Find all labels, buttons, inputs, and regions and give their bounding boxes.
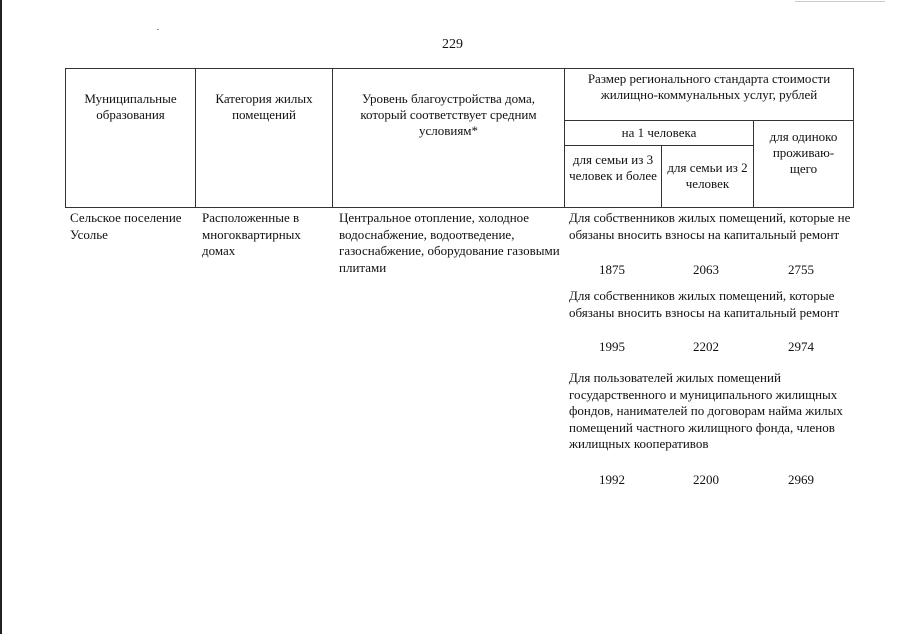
header-per-person [564,120,754,146]
row-municipality: Сельское поселение Усолье [70,210,182,242]
header-municipality-text: Муниципальные образования [84,91,177,122]
scan-speck [795,1,885,2]
group-1-family-2: 2063 [693,262,719,277]
row-category: Расположенные в многоквартирных домах [202,210,301,258]
header-standard-size [564,68,854,121]
header-category [195,68,333,208]
group-2-family-2: 2202 [693,339,719,354]
group-1-single: 2755 [788,262,814,277]
page-number: 229 [442,37,463,52]
header-category-text: Категория жилых помещений [215,91,313,122]
header-comfort-level-text: Уровень благоустройства дома, который соответствует средним условиям* [360,91,537,138]
group-3-family-3: 1992 [599,472,625,487]
group-2-family-3: 1995 [599,339,625,354]
header-family-2-text: для семьи из 2 человек [667,160,748,191]
group-1-label: Для собственников жилых помещений, которые не обязаны вносить взносы на капитальный ремонт [569,210,851,242]
header-family-3-text: для семьи из 3 человек и более [569,152,657,183]
group-1-prices [568,262,858,278]
group-2-prices [568,339,858,355]
scan-speck [157,29,159,30]
group-3-prices [568,472,858,488]
group-3-label: Для пользователей жилых помещений государственного и муниципального жилищных фондов, нанимателей по договорам найма жилых помещений частного жилищного фонда, членов жилищных кооперативов [569,370,843,451]
header-single-text: для одиноко проживаю- щего [769,129,838,176]
page-edge-line [0,0,2,634]
header-per-person-text: на 1 человека [621,125,697,140]
header-municipality [65,68,196,208]
header-family-3 [564,145,662,208]
group-3-family-2: 2200 [693,472,719,487]
header-family-2 [661,145,754,208]
header-single [753,120,854,208]
header-standard-size-text: Размер регионального стандарта стоимости жилищно-коммунальных услуг, рублей [587,71,831,102]
group-3-single: 2969 [788,472,814,487]
group-2-label: Для собственников жилых помещений, которые обязаны вносить взносы на капитальный ремонт [569,288,840,320]
row-comfort-level: Центральное отопление, холодное водоснабжение, водоотведение, газоснабжение, оборудование газовыми плитами [339,210,560,275]
header-comfort-level [332,68,565,208]
group-1-family-3: 1875 [599,262,625,277]
group-2-single: 2974 [788,339,814,354]
